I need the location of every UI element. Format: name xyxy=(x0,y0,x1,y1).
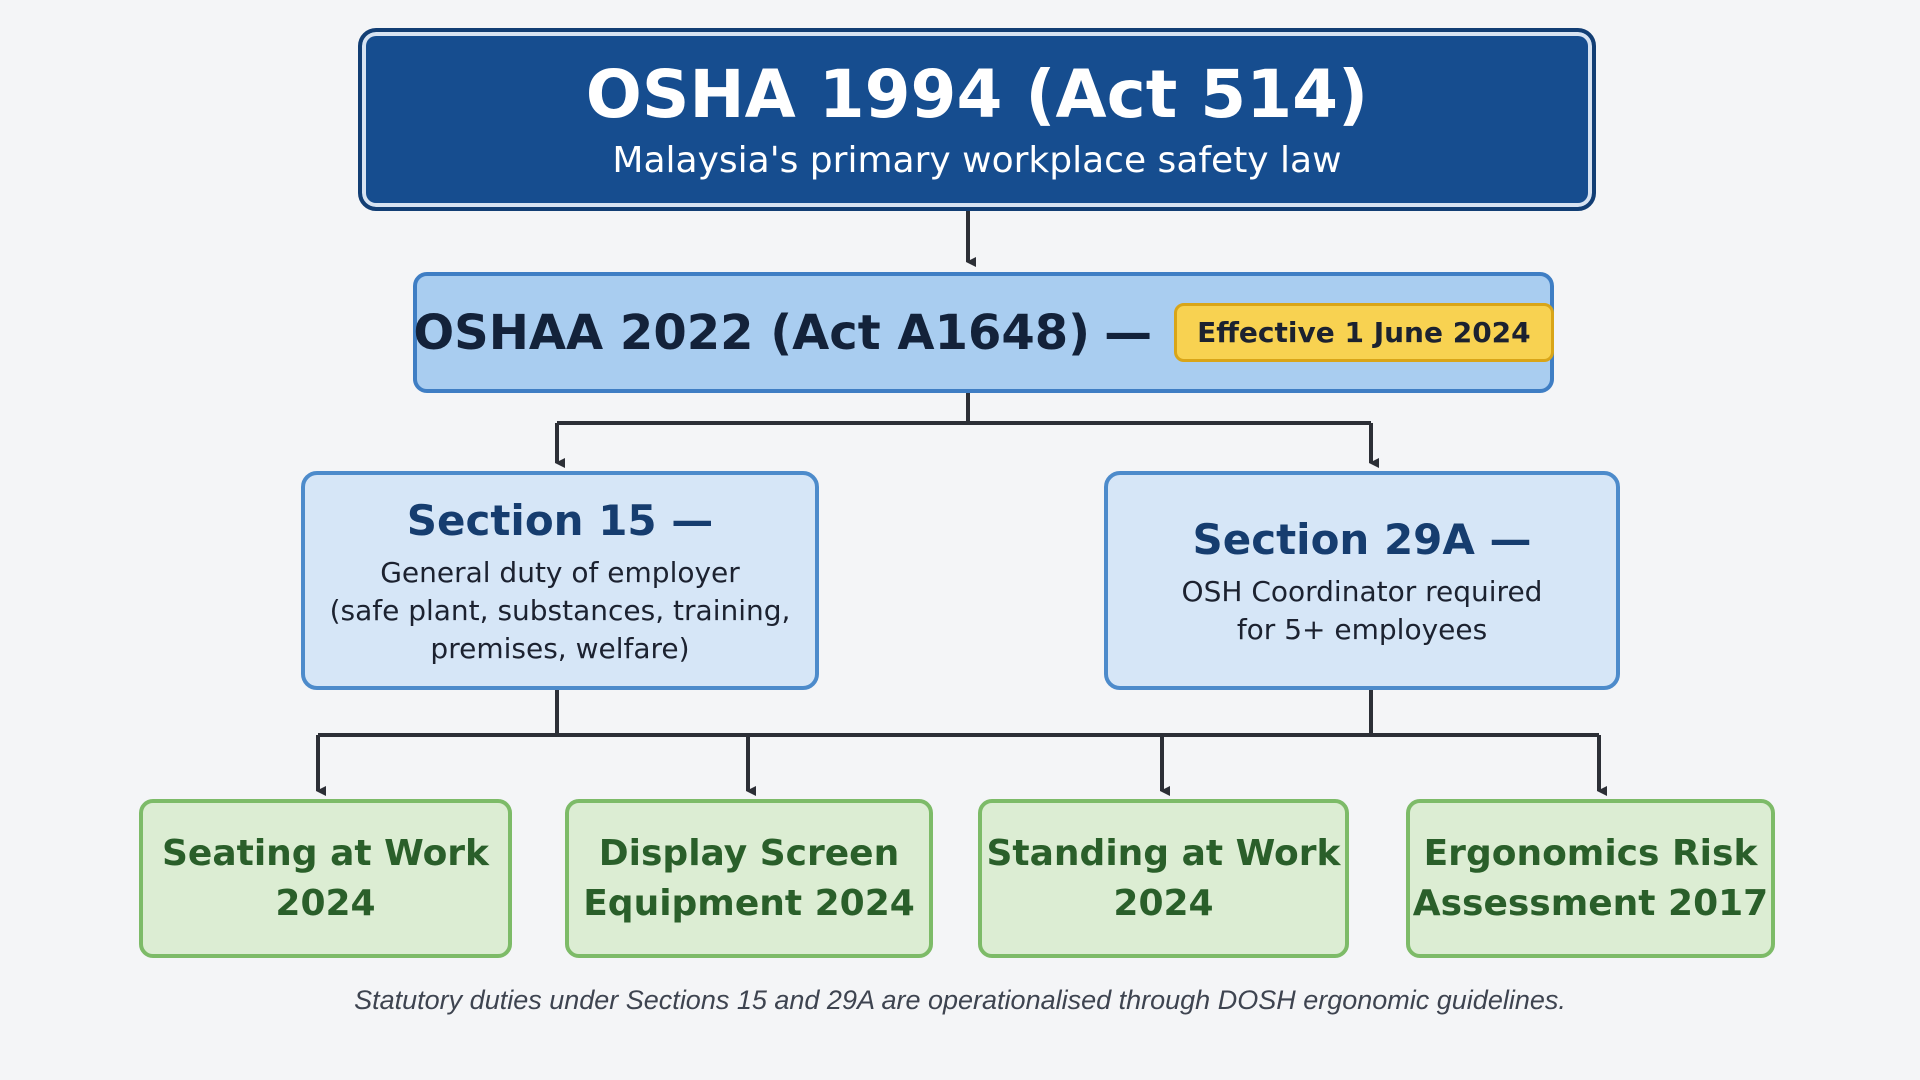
guideline-label: Seating at Work 2024 xyxy=(161,832,489,924)
osha-title: OSHA 1994 (Act 514) xyxy=(585,55,1369,133)
section-29a-body: OSH Coordinator required for 5+ employees xyxy=(1181,574,1543,646)
guideline-label: Standing at Work 2024 xyxy=(986,832,1341,924)
section-15-body: General duty of employer (safe plant, substances, training, premises, welfare) xyxy=(329,555,791,665)
effective-date-badge: Effective 1 June 2024 xyxy=(1174,303,1554,362)
guideline-standing-at-work xyxy=(978,799,1349,958)
oshaa-title: OSHAA 2022 (Act A1648) xyxy=(413,304,1091,361)
section-29a-heading: Section 29A — xyxy=(1192,514,1532,564)
guideline-ergonomics-risk-assessment xyxy=(1406,799,1775,958)
guideline-seating-at-work xyxy=(139,799,512,958)
osha-subtitle: Malaysia's primary workplace safety law xyxy=(612,139,1342,181)
oshaa-separator: — xyxy=(1104,304,1153,361)
oshaa-2022-node xyxy=(413,272,1554,393)
guideline-display-screen-equipment xyxy=(565,799,933,958)
section-15-node xyxy=(301,471,819,690)
guideline-label: Ergonomics Risk Assessment 2017 xyxy=(1412,832,1769,924)
guideline-label: Display Screen Equipment 2024 xyxy=(583,832,915,924)
section-29a-node xyxy=(1104,471,1620,690)
osha-1994-node xyxy=(358,28,1596,211)
footnote: Statutory duties under Sections 15 and 29A are operationalised through DOSH ergonomic guidelines. xyxy=(354,985,1566,1015)
section-15-heading: Section 15 — xyxy=(406,495,714,545)
